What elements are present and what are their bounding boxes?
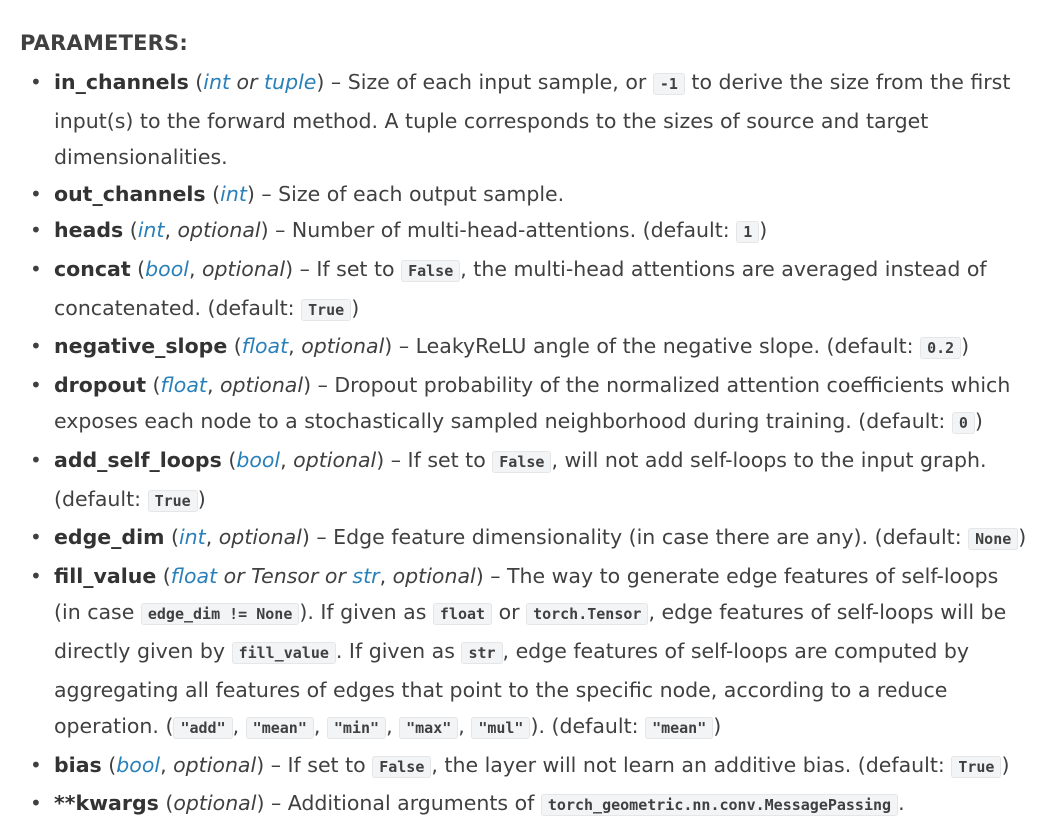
type-link[interactable]: bool: [236, 447, 281, 472]
param-description: ): [1018, 525, 1027, 550]
optional-label: optional: [177, 218, 261, 243]
code-literal: torch.Tensor: [526, 603, 648, 625]
param-description: ): [974, 409, 983, 434]
param-name: add_self_loops: [54, 447, 222, 472]
param-description: – If set to: [293, 256, 402, 281]
separator: ,: [386, 714, 400, 739]
param-name: heads: [54, 218, 124, 243]
parameter-list: [18, 64, 1027, 824]
param-dropout: • dropout (float, optional) – Dropout probability of the normalized attention coefficients which exposes each node to a stochastically sampled neighborhood during training. (default: 0 ): [18, 367, 1027, 442]
code-literal: 0: [952, 412, 975, 434]
code-literal: "max": [399, 717, 458, 739]
param-add-self-loops: • add_self_loops (bool, optional) – If set to False , will not add self-loops to the input graph. (default: True ): [18, 442, 1027, 519]
section-heading: PARAMETERS:: [20, 31, 188, 55]
optional-label: optional: [201, 256, 286, 281]
code-literal: "add": [173, 717, 232, 739]
param-description: ). (default:: [530, 714, 646, 739]
code-literal: torch_geometric.nn.conv.MessagePassing: [541, 794, 898, 816]
param-description: ): [1001, 752, 1010, 777]
type-link[interactable]: int: [178, 525, 206, 550]
param-description: ): [759, 218, 768, 243]
param-name: bias: [54, 752, 102, 777]
type-link[interactable]: bool: [145, 256, 189, 281]
param-description: , the layer will not learn an additive bias. (default:: [431, 752, 952, 777]
param-description: – The way to generate edge features of self-loops (in case: [54, 563, 999, 625]
optional-label: optional: [173, 791, 257, 816]
param-description: ): [351, 295, 360, 320]
type-separator: or: [318, 563, 353, 588]
code-literal: -1: [653, 73, 685, 95]
param-name: out_channels: [54, 181, 206, 206]
code-literal: False: [492, 451, 551, 473]
code-literal: fill_value: [232, 642, 336, 664]
code-literal: "mean": [246, 717, 314, 739]
type-link[interactable]: int: [137, 218, 165, 243]
separator: ,: [458, 714, 472, 739]
type-link[interactable]: float: [241, 334, 289, 359]
type-link[interactable]: int: [203, 70, 231, 94]
code-literal: None: [968, 528, 1018, 550]
type-link[interactable]: bool: [116, 752, 161, 777]
code-literal: edge_dim != None: [141, 603, 300, 625]
param-description: to derive the size from the first input(s) to the forward method. A tuple corresponds to the sizes of source and target dimensionalities.: [54, 70, 1011, 170]
type-name: Tensor: [251, 563, 319, 588]
code-literal: False: [372, 756, 431, 778]
param-name: edge_dim: [54, 525, 165, 550]
code-literal: False: [401, 260, 460, 282]
optional-label: optional: [293, 447, 377, 472]
code-literal: float: [433, 603, 492, 625]
separator: ,: [232, 714, 246, 739]
param-description: – LeakyReLU angle of the negative slope. (default:: [392, 334, 921, 359]
param-description: , will not add self-loops to the input graph. (default:: [54, 447, 987, 511]
param-description: – Additional arguments of: [264, 791, 541, 816]
param-description: . If given as: [335, 638, 462, 663]
code-literal: str: [461, 642, 502, 664]
code-literal: "mean": [645, 717, 713, 739]
type-separator: or: [230, 70, 265, 94]
separator: ,: [313, 714, 327, 739]
param-heads: • heads (int, optional) – Number of multi-head-attentions. (default: 1 ): [18, 212, 1027, 251]
param-name: in_channels: [54, 70, 189, 94]
param-negative-slope: • negative_slope (float, optional) – LeakyReLU angle of the negative slope. (default: 0.2 ): [18, 328, 1027, 367]
param-description: – Edge feature dimensionality (in case there are any). (default:: [309, 525, 969, 550]
type-separator: or: [217, 563, 252, 588]
param-description: ): [713, 714, 722, 739]
param-description: – Dropout probability of the normalized attention coefficients which exposes each node to a stochastically sampled neighborhood during training. (default:: [54, 372, 1011, 434]
param-in-channels: • in_channels (int or tuple) – Size of each input sample, or -1 to derive the size from the first input(s) to the forward method. A tuple corresponds to the sizes of source and target dimensionalities.: [18, 64, 1027, 176]
code-literal: "min": [327, 717, 386, 739]
param-description: ). If given as: [299, 600, 433, 625]
param-name: negative_slope: [54, 334, 228, 359]
param-name: dropout: [54, 372, 147, 397]
param-description: ): [961, 334, 970, 359]
optional-label: optional: [392, 563, 476, 588]
param-concat: • concat (bool, optional) – If set to False , the multi-head attentions are averaged instead of concatenated. (default: True ): [18, 251, 1027, 328]
param-description: – If set to: [384, 447, 493, 472]
param-description: or: [492, 600, 527, 625]
optional-label: optional: [219, 372, 304, 397]
optional-label: optional: [218, 525, 302, 550]
param-description: – Number of multi-head-attentions. (default:: [268, 218, 737, 243]
param-description: ): [197, 486, 206, 511]
code-literal: True: [148, 490, 198, 512]
code-literal: 0.2: [920, 337, 961, 359]
param-name: **kwargs: [54, 791, 159, 816]
param-name: concat: [54, 256, 131, 281]
param-description: , edge features of self-loops will be directly given by: [54, 600, 1007, 663]
param-fill-value: • fill_value (float or Tensor or str, optional) – The way to generate edge features of self-loops (in case edge_dim != None ). If given as float or torch.Tensor , edge features of self-loops will be directly given by fill_value . If given as str , edge features of self-loops are computed by aggregating all features of edges that point to the specific node, according to a reduce operation. ( "add" , "mean" , "min" , "max" , "mul" ). (default: "mean" ): [18, 558, 1027, 747]
code-literal: True: [301, 299, 351, 321]
param-description: , the multi-head attentions are averaged instead of concatenated. (default:: [54, 256, 987, 320]
param-description: – Size of each input sample, or: [324, 70, 653, 94]
code-literal: 1: [736, 221, 759, 243]
param-edge-dim: • edge_dim (int, optional) – Edge feature dimensionality (in case there are any). (default: None ): [18, 519, 1027, 558]
param-kwargs: • **kwargs (optional) – Additional arguments of torch_geometric.nn.conv.MessagePassing .: [18, 785, 1027, 824]
code-literal: "mul": [471, 717, 530, 739]
type-link[interactable]: int: [220, 181, 247, 206]
type-link[interactable]: str: [352, 563, 380, 588]
param-out-channels: • out_channels (int) – Size of each output sample.: [18, 176, 1027, 213]
param-description: , edge features of self-loops are computed by aggregating all features of edges that point to the specific node, according to a reduce operation. (: [54, 638, 970, 739]
param-description: – If set to: [264, 752, 373, 777]
type-link[interactable]: float: [160, 372, 207, 397]
type-link[interactable]: tuple: [264, 70, 317, 94]
code-literal: True: [951, 756, 1001, 778]
param-name: fill_value: [54, 563, 157, 588]
type-link[interactable]: float: [170, 563, 218, 588]
optional-label: optional: [173, 752, 257, 777]
param-description: .: [898, 791, 905, 816]
param-description: – Size of each output sample.: [254, 181, 565, 206]
optional-label: optional: [301, 334, 385, 359]
param-bias: • bias (bool, optional) – If set to False , the layer will not learn an additive bias. (default: True ): [18, 747, 1027, 786]
